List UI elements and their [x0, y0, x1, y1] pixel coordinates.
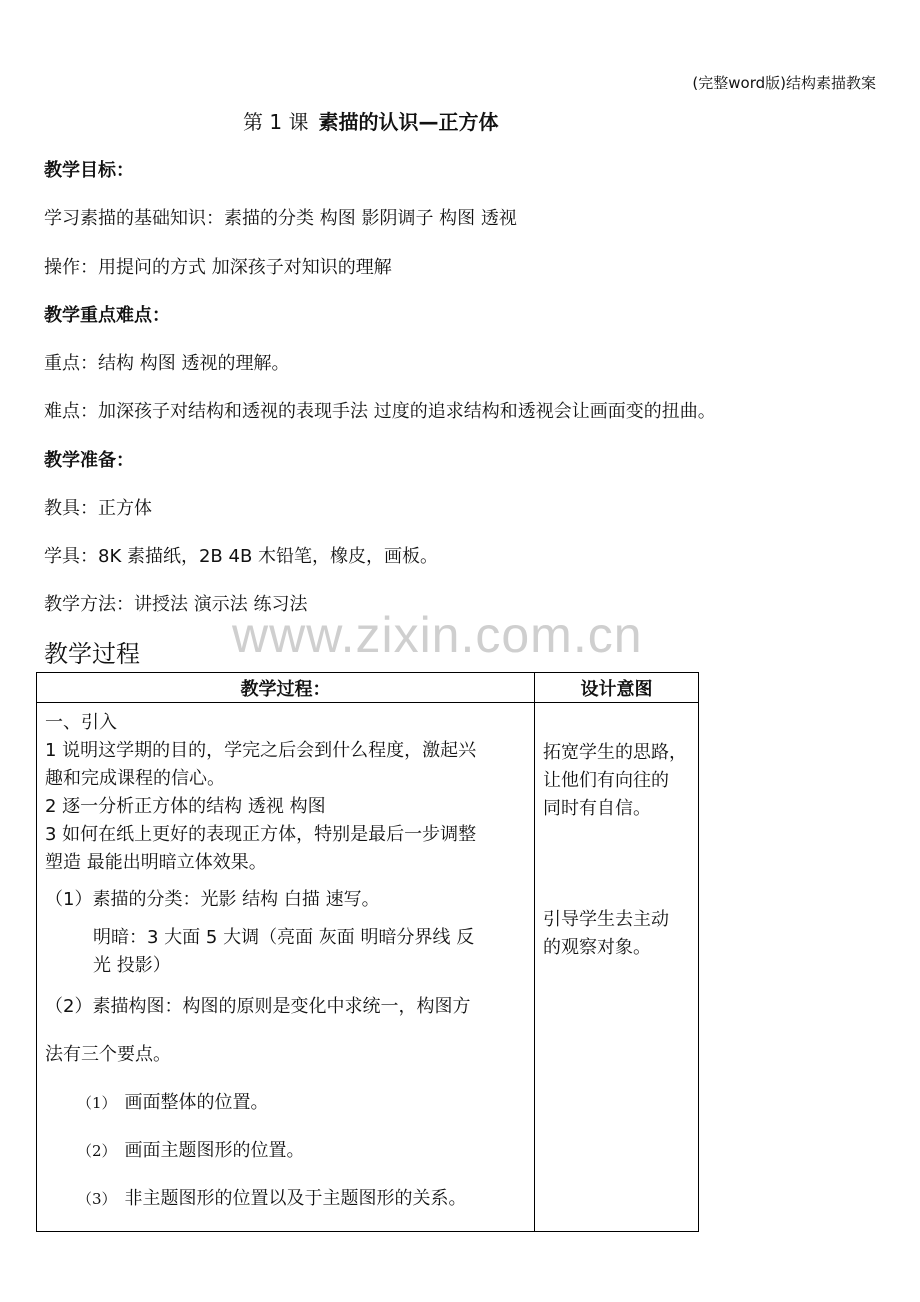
objectives-operation: 操作：用提问的方式 加深孩子对知识的理解 [44, 257, 392, 278]
watermark: www.zixin.com.cn [232, 607, 643, 663]
process-line: 3 如何在纸上更好的表现正方体，特别是最后一步调整 [45, 824, 477, 845]
list-item-number: （1） [77, 1094, 117, 1112]
intent-line: 拓宽学生的思路， [543, 742, 687, 763]
list-item [77, 1088, 269, 1114]
intent-line: 引导学生去主动 [543, 909, 669, 930]
list-item-text: 非主题图形的位置以及于主题图形的关系。 [124, 1188, 467, 1209]
process-line: 2 逐一分析正方体的结构 透视 构图 [45, 796, 326, 817]
key-points-difficulty: 难点：加深孩子对结构和透视的表现手法 过度的追求结构和透视会让画面变的扭曲。 [44, 401, 716, 422]
intent-cell [535, 703, 699, 1232]
key-points-heading: 教学重点难点： [44, 305, 170, 326]
intent-line: 的观察对象。 [543, 937, 651, 958]
document-header-title: (完整word版)结构素描教案 [692, 74, 876, 92]
light-dark-line: 光 投影） [93, 955, 171, 976]
table-row [37, 703, 699, 1232]
objectives-knowledge: 学习素描的基础知识：素描的分类 构图 影阴调子 构图 透视 [44, 208, 517, 229]
teacher-tools: 教具：正方体 [44, 498, 152, 519]
preparation-heading: 教学准备： [44, 450, 134, 471]
list-item-text: 画面主题图形的位置。 [124, 1140, 305, 1161]
process-line: 塑造 最能出明暗立体效果。 [45, 852, 267, 873]
objectives-heading: 教学目标： [44, 160, 134, 181]
table-header-row [37, 673, 699, 703]
process-heading: 教学过程 [44, 640, 140, 668]
sketch-categories: （1）素描的分类：光影 结构 白描 速写。 [45, 889, 380, 910]
composition-line: 法有三个要点。 [45, 1044, 171, 1065]
process-line: 趣和完成课程的信心。 [45, 768, 225, 789]
intent-line: 同时有自信。 [543, 798, 651, 819]
intro-heading: 一、引入 [45, 712, 117, 733]
process-table [36, 672, 699, 1232]
composition-line: （2）素描构图：构图的原则是变化中求统一，构图方 [45, 996, 471, 1017]
list-item-number: （2） [77, 1142, 117, 1160]
lesson-title [243, 106, 498, 135]
lesson-number: 第 1 课 [243, 110, 309, 134]
teaching-methods: 教学方法：讲授法 演示法 练习法 [44, 594, 308, 615]
student-tools: 学具：8K 素描纸，2B 4B 木铅笔，橡皮，画板。 [44, 546, 439, 567]
list-item [77, 1184, 467, 1210]
process-cell [37, 703, 535, 1232]
intent-column-header: 设计意图 [535, 673, 699, 703]
list-item-number: （3） [77, 1190, 117, 1208]
light-dark-line: 明暗：3 大面 5 大调（亮面 灰面 明暗分界线 反 [93, 927, 475, 948]
list-item-text: 画面整体的位置。 [124, 1092, 269, 1113]
process-line: 1 说明这学期的目的，学完之后会到什么程度，激起兴 [45, 740, 477, 761]
key-points-focus: 重点：结构 构图 透视的理解。 [44, 353, 290, 374]
list-item [77, 1136, 305, 1162]
intent-line: 让他们有向往的 [543, 770, 669, 791]
lesson-name: 素描的认识—正方体 [318, 110, 499, 134]
process-column-header: 教学过程： [37, 673, 535, 703]
